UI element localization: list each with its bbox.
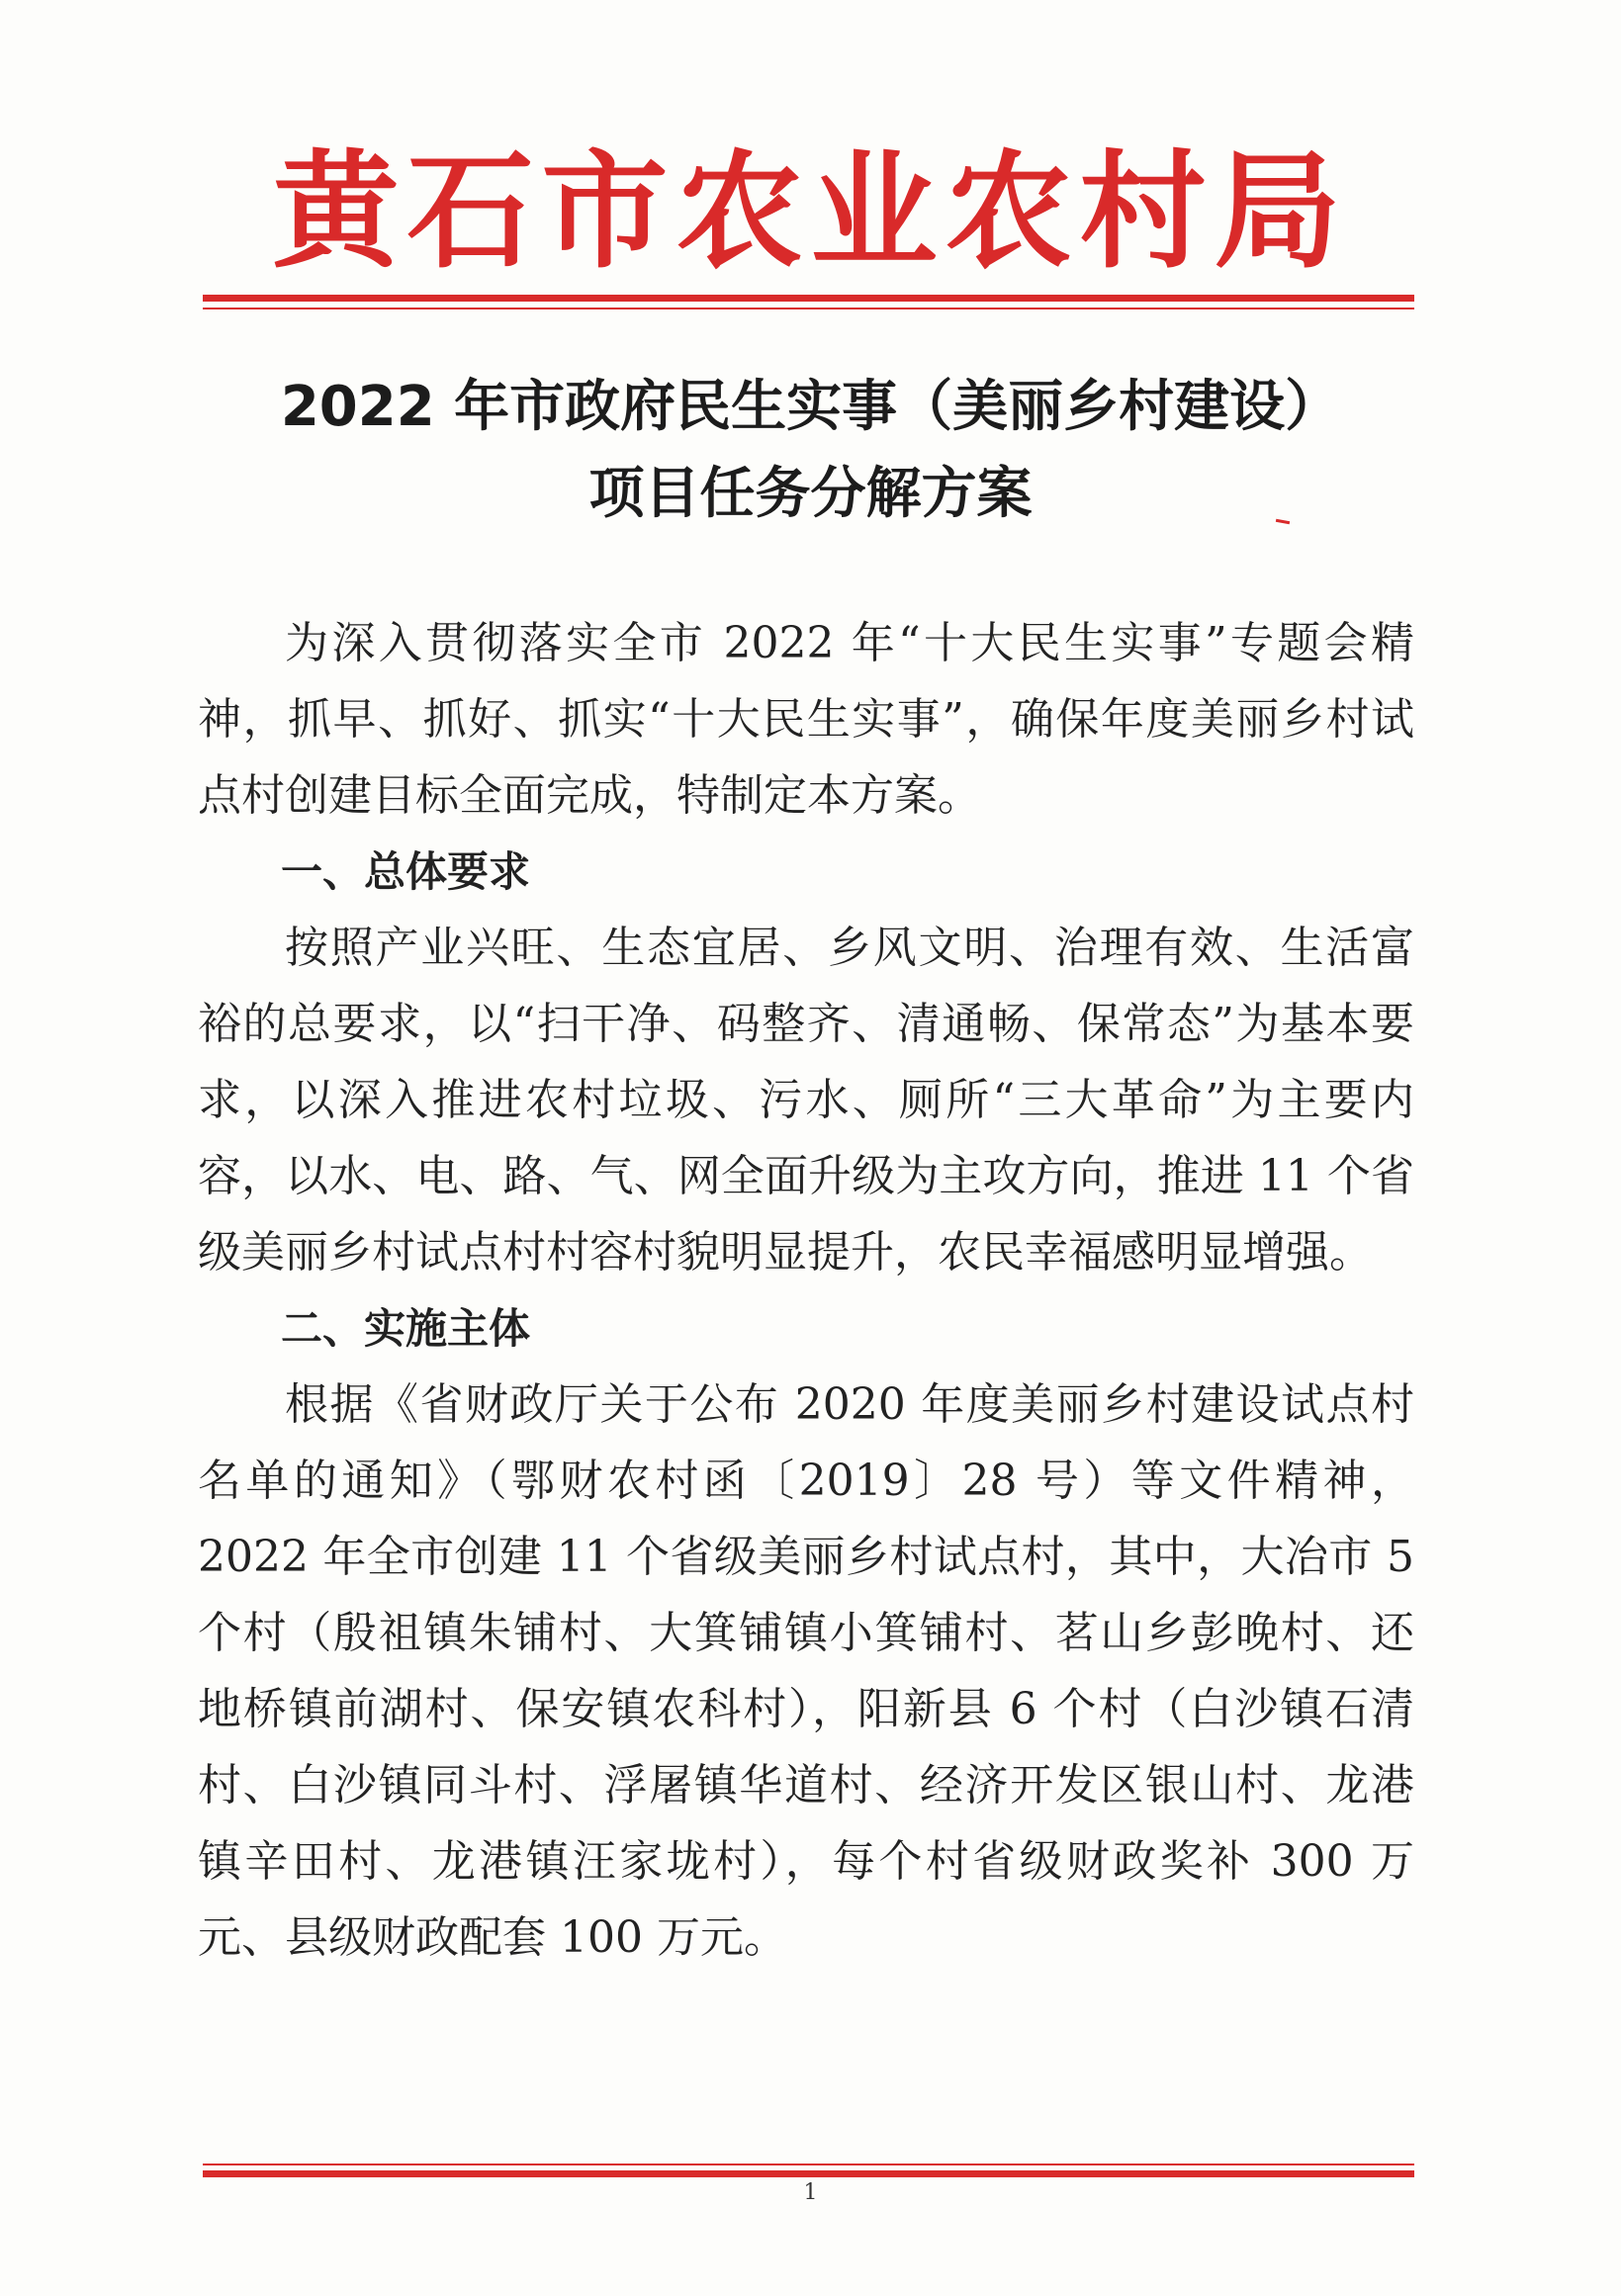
divider-thick-line (203, 295, 1414, 302)
document-body (198, 605, 1414, 1976)
document-title-line-1: 2022 年市政府民生实事（美丽乡村建设） (280, 375, 1341, 439)
letterhead-org-name: 黄石市农业农村局 (272, 137, 1349, 286)
letterhead-divider (203, 295, 1414, 309)
divider-thin-line (203, 308, 1414, 309)
footer-thick-line (203, 2170, 1414, 2177)
document-title (0, 364, 1621, 538)
page-number: 1 (803, 2180, 818, 2205)
intro-paragraph: 为深入贯彻落实全市 2022 年“十大民生实事”专题会精神，抓早、抓好、抓实“十大民生实事”，确保年度美丽乡村试点村创建目标全面完成，特制定本方案。 (198, 618, 1414, 821)
section-2-heading: 二、实施主体 (281, 1304, 531, 1353)
document-title-line-2: 项目任务分解方案 (588, 462, 1033, 526)
section-2-paragraph: 根据《省财政厅关于公布 2020 年度美丽乡村建设试点村名单的通知》（鄂财农村函〔2019〕28 号）等文件精神，2022 年全市创建 11 个省级美丽乡村试点村，其中，大冶市 5 个村（殷祖镇朱铺村、大箕铺镇小箕铺村、茗山乡彭晚村、还地桥镇前湖村、保安镇农科村），阳新县 6 个村（白沙镇石清村、白沙镇同斗村、浮屠镇华道村、经济开发区银山村、龙港镇辛田村、龙港镇汪家垅村），每个村省级财政奖补 300 万元、县级财政配套 100 万元。 (198, 1379, 1414, 1963)
section-1-paragraph: 按照产业兴旺、生态宜居、乡风文明、治理有效、生活富裕的总要求，以“扫干净、码整齐、清通畅、保常态”为基本要求，以深入推进农村垃圾、污水、厕所“三大革命”为主要内容，以水、电、路、气、网全面升级为主攻方向，推进 11 个省级美丽乡村试点村村容村貌明显提升，农民幸福感明显增强。 (198, 923, 1414, 1278)
section-1-heading: 一、总体要求 (281, 847, 531, 896)
footer-divider (203, 2164, 1414, 2177)
footer-thin-line (203, 2164, 1414, 2165)
